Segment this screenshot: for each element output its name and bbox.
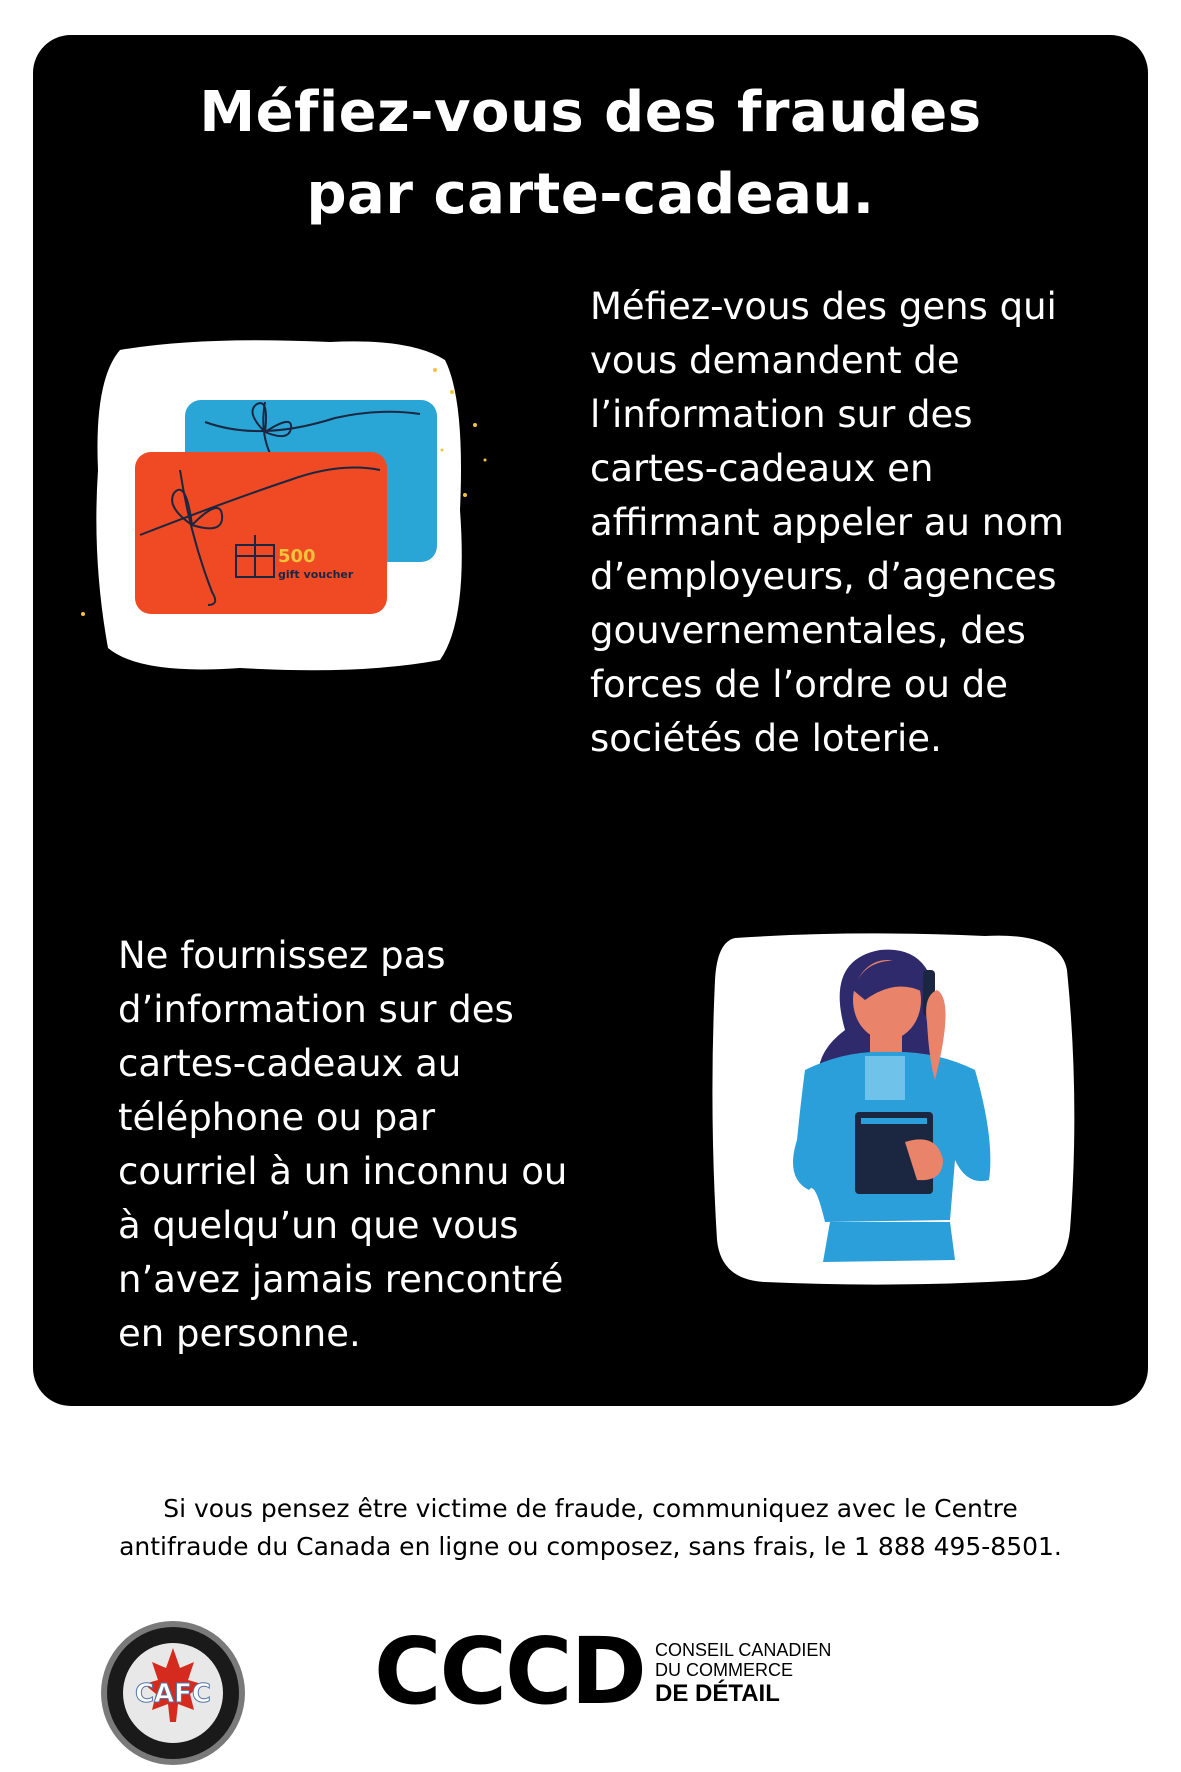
- contact-note: [0, 1490, 1181, 1566]
- warning-2-line: d’information sur des: [118, 988, 514, 1031]
- warning-1-line: l’information sur des: [590, 393, 973, 436]
- warning-1-line: cartes-cadeaux en: [590, 447, 934, 490]
- warning-2-line: courriel à un inconnu ou: [118, 1150, 568, 1193]
- warning-2-line: à quelqu’un que vous: [118, 1204, 519, 1247]
- warning-1-line: forces de l’ordre ou de: [590, 663, 1008, 706]
- warning-1-line: d’employeurs, d’agences: [590, 555, 1057, 598]
- poster-title: [0, 72, 1181, 236]
- warning-text-1: [590, 280, 1130, 766]
- gift-card-illustration: [80, 330, 500, 710]
- warning-2-line: cartes-cadeaux au: [118, 1042, 462, 1085]
- title-line-2: par carte-cadeau.: [306, 162, 875, 227]
- cafc-logo-text: CAFC: [134, 1679, 212, 1709]
- cccd-name-line-1: CONSEIL CANADIEN: [655, 1640, 832, 1660]
- cccd-logo-mark: CCCD: [374, 1618, 645, 1725]
- warning-2-line: n’avez jamais rencontré: [118, 1258, 564, 1301]
- warning-1-line: affirmant appeler au nom: [590, 501, 1064, 544]
- warning-1-line: gouvernementales, des: [590, 609, 1026, 652]
- warning-text-2: [118, 929, 638, 1361]
- cccd-name-line-2: DU COMMERCE: [655, 1660, 793, 1680]
- warning-2-line: en personne.: [118, 1312, 361, 1355]
- warning-1-line: sociétés de loterie.: [590, 717, 942, 760]
- warning-1-line: vous demandent de: [590, 339, 960, 382]
- contact-note-line-2: antifraude du Canada en ligne ou composez, sans frais, le 1 888 495-8501.: [119, 1532, 1062, 1561]
- warning-2-line: téléphone ou par: [118, 1096, 436, 1139]
- warning-2-line: Ne fournissez pas: [118, 934, 446, 977]
- cccd-name-line-3: DE DÉTAIL: [655, 1680, 780, 1707]
- gift-card-amount: 500: [278, 546, 316, 567]
- warning-1-line: Méfiez-vous des gens qui: [590, 285, 1057, 328]
- cccd-logo-name: [655, 1640, 831, 1708]
- title-line-1: Méfiez-vous des fraudes: [199, 80, 982, 145]
- gift-card-label: gift voucher: [278, 568, 354, 581]
- contact-note-line-1: Si vous pensez être victime de fraude, communiquez avec le Centre: [163, 1494, 1018, 1523]
- woman-on-phone-illustration: [705, 930, 1085, 1290]
- cafc-logo: [98, 1618, 248, 1768]
- orange-gift-card: [135, 452, 387, 614]
